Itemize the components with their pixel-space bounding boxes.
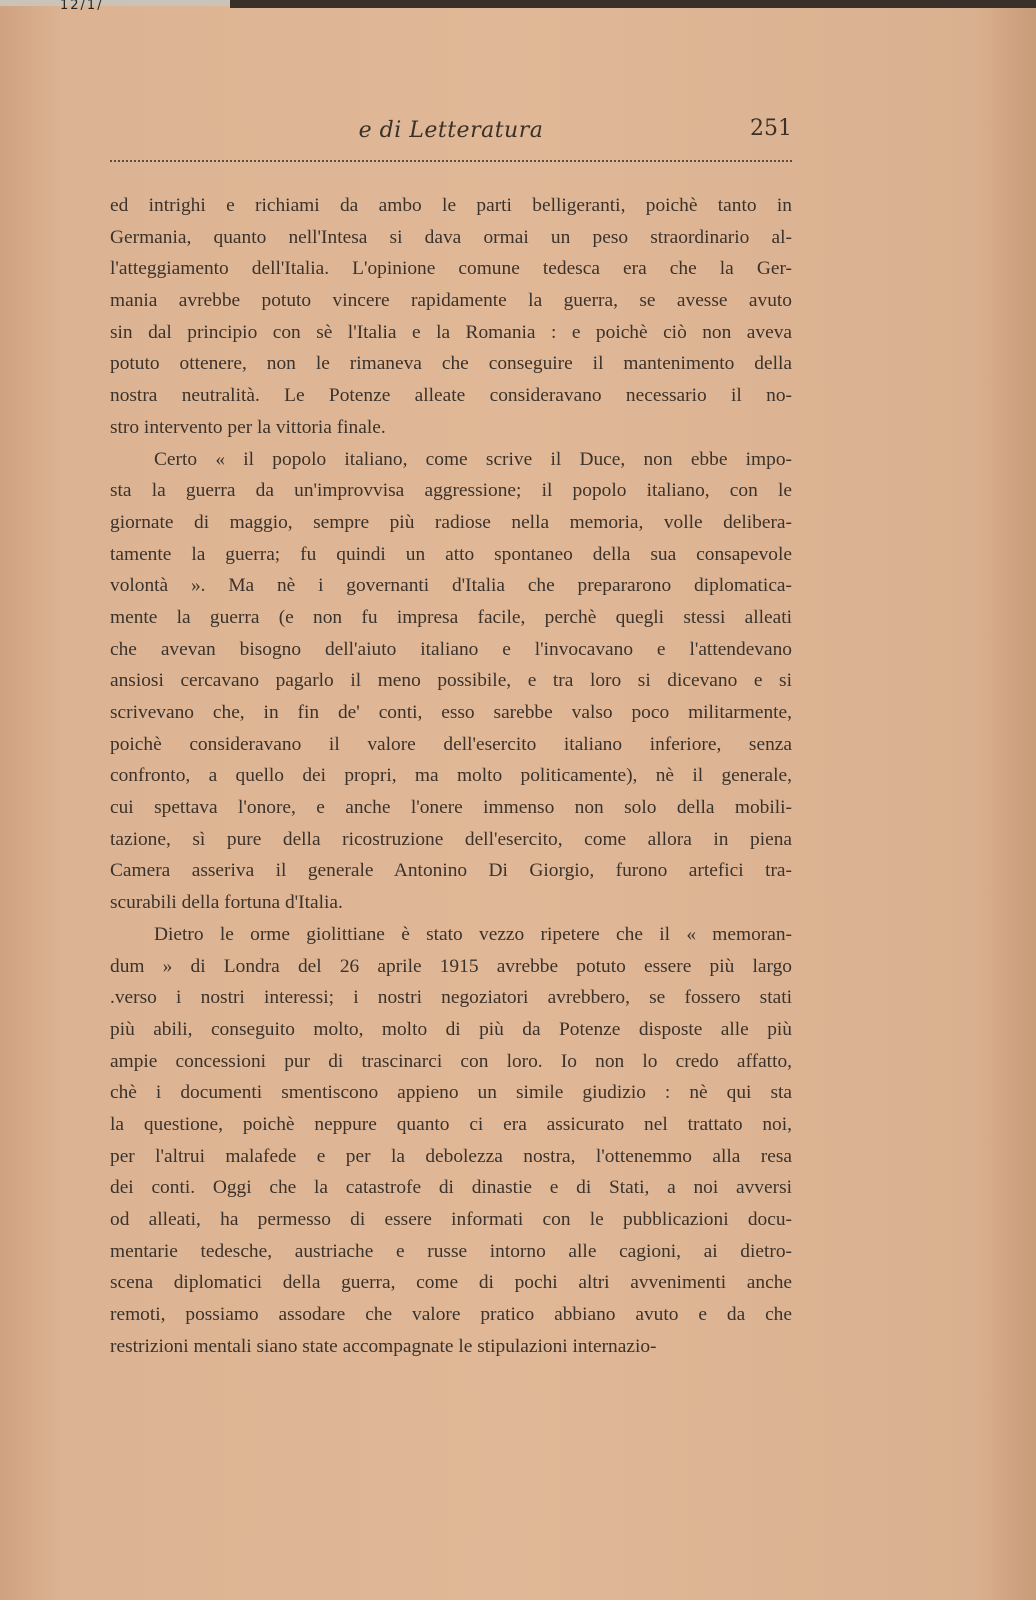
paragraph [110,444,792,919]
text-line: più abili, conseguito molto, molto di più da Potenze disposte alle più [110,1018,792,1040]
text-line: tamente la guerra; fu quindi un atto spontaneo della sua consapevole [110,543,792,565]
text-line: volontà ». Ma nè i governanti d'Italia che prepararono diplomatica- [110,575,792,597]
text-line: Germania, quanto nell'Intesa si dava ormai un peso straordinario al- [110,226,792,248]
text-line: Certo « il popolo italiano, come scrive il Duce, non ebbe impo- [154,448,792,470]
text-line: Dietro le orme giolittiane è stato vezzo ripetere che il « memoran- [154,923,792,945]
text-line: la questione, poichè neppure quanto ci era assicurato nel trattato noi, [110,1113,792,1135]
text-line: ed intrighi e richiami da ambo le parti belligeranti, poichè tanto in [110,195,792,216]
text-line: ampie concessioni pur di trascinarci con loro. Io non lo credo affatto, [110,1050,792,1072]
running-header [110,112,792,156]
text-line: Camera asseriva il generale Antonino Di Giorgio, furono artefici tra- [110,860,792,882]
text-line: giornate di maggio, sempre più radiose nella memoria, volle delibera- [110,511,792,533]
text-line: tazione, sì pure della ricostruzione dell'esercito, come allora in piena [110,828,792,850]
page-number: 251 [750,116,792,141]
text-line: od alleati, ha permesso di essere informati con le pubblicazioni docu- [110,1209,792,1230]
text-line: dei conti. Oggi che la catastrofe di dinastie e di Stati, a noi avversi [110,1177,792,1199]
top-edge-light-strip [0,0,230,6]
top-edge-handwritten-mark: 12/1/ [60,0,104,13]
text-line: mentarie tedesche, austriache e russe intorno alle cagioni, ai dietro- [110,1240,792,1262]
paragraph [110,919,792,1363]
text-line: nostra neutralità. Le Potenze alleate consideravano necessario il no- [110,385,792,407]
top-edge-dark-strip [230,0,1036,8]
text-line: .verso i nostri interessi; i nostri negoziatori avrebbero, se fossero stati [110,987,792,1009]
header-dotted-rule [110,160,792,162]
text-line: ansiosi cercavano pagarlo il meno possibile, e tra loro si dicevano e si [110,670,792,692]
text-line: mania avrebbe potuto vincere rapidamente la guerra, se avesse avuto [110,290,792,312]
text-line: confronto, a quello dei propri, ma molto politicamente), nè il generale, [110,765,792,787]
text-line: restrizioni mentali siano state accompagnate le stipulazioni internazio- [110,1335,657,1357]
body-text [110,190,792,1362]
text-line: chè i documenti smentiscono appieno un simile giudizio : nè qui sta [110,1082,792,1104]
text-line: sin dal principio con sè l'Italia e la Romania : e poichè ciò non aveva [110,321,792,343]
paragraph [110,190,792,444]
text-line: sta la guerra da un'improvvisa aggressione; il popolo italiano, con le [110,480,792,502]
text-line: per l'altrui malafede e per la debolezza nostra, l'ottenemmo alla resa [110,1145,792,1167]
text-line: mente la guerra (e non fu impresa facile, perchè quegli stessi alleati [110,606,792,628]
text-line: poichè consideravano il valore dell'esercito italiano inferiore, senza [110,733,792,755]
text-line: l'atteggiamento dell'Italia. L'opinione comune tedesca era che la Ger- [110,258,792,280]
text-line: scurabili della fortuna d'Italia. [110,892,343,914]
text-line: scrivevano che, in fin de' conti, esso sarebbe valso poco militarmente, [110,702,792,723]
text-line: che avevan bisogno dell'aiuto italiano e l'invocavano e l'attendevano [110,638,792,660]
text-line: remoti, possiamo assodare che valore pratico abbiano avuto e da che [110,1304,792,1326]
text-line: stro intervento per la vittoria finale. [110,416,386,438]
text-line: scena diplomatici della guerra, come di pochi altri avvenimenti anche [110,1272,792,1294]
text-line: cui spettava l'onore, e anche l'onere immenso non solo della mobili- [110,797,792,819]
running-title: e di Letteratura [358,118,544,143]
top-edge-strip [0,0,1036,13]
text-line: potuto ottenere, non le rimaneva che conseguire il mantenimento della [110,353,792,375]
text-line: dum » di Londra del 26 aprile 1915 avrebbe potuto essere più largo [110,955,792,977]
